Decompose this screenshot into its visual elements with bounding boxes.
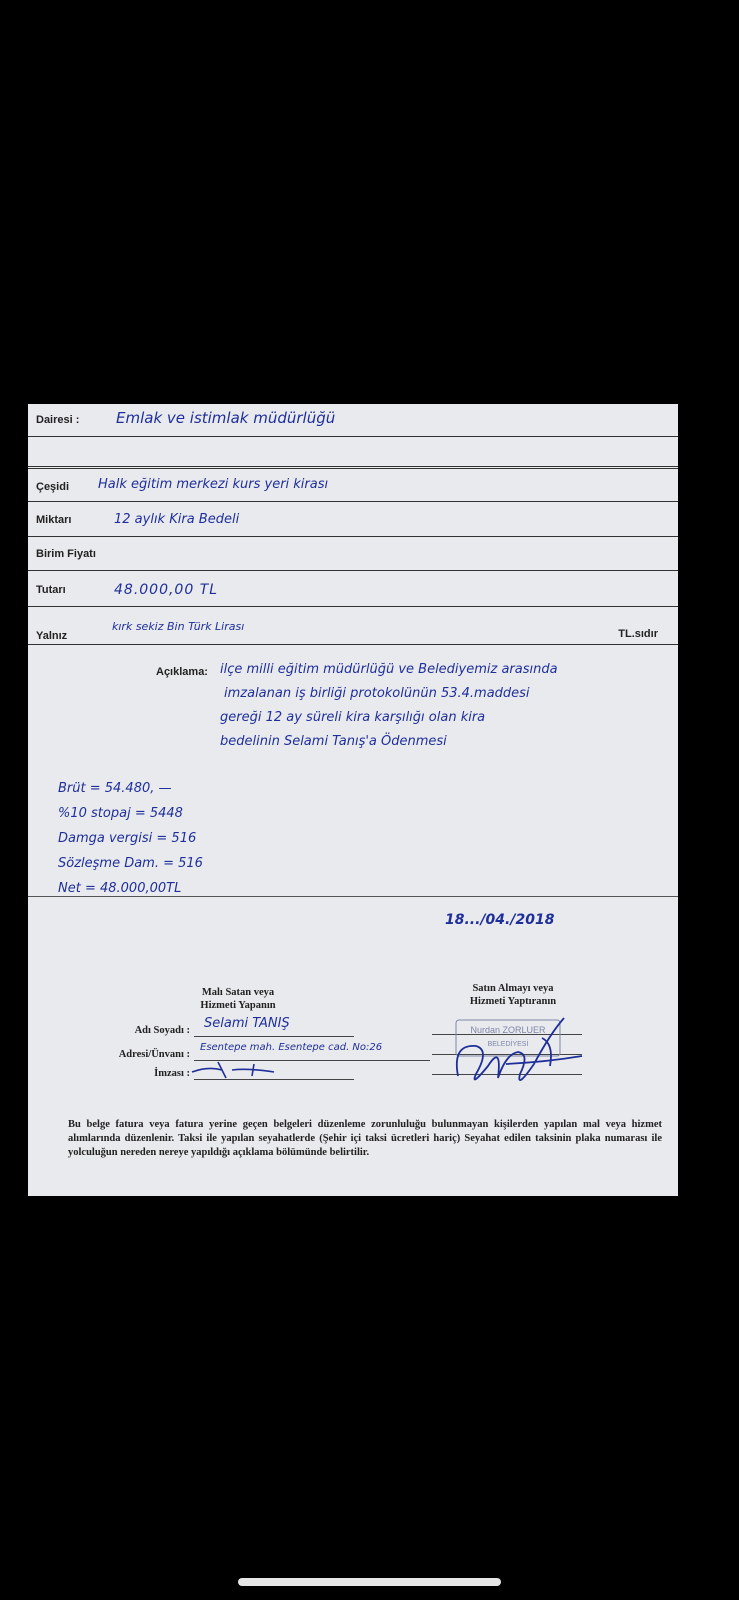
- adi-soyadi-value: Selami TANIŞ: [204, 1016, 290, 1031]
- buyer-signature: [446, 1004, 586, 1094]
- imzasi-label: İmzası :: [154, 1068, 190, 1079]
- yalniz-label: Yalnız: [36, 630, 68, 642]
- seller-signature: [188, 1058, 278, 1082]
- seller-heading: Malı Satan veya Hizmeti Yapanın: [200, 987, 276, 1011]
- cesidi-value: Halk eğitim merkezi kurs yeri kirası: [98, 477, 329, 492]
- miktari-label: Miktarı: [36, 514, 72, 526]
- birim-fiyati-label: Birim Fiyatı: [36, 548, 96, 560]
- legal-footer-text: Bu belge fatura veya fatura yerine geçen belgeleri düzenleme zorunluluğu bulunmayan kişilerden yapılan mal veya hizmet alımlarında düzenlenir. Taksi ile yapılan seyahatlerde (Şehir içi taksi ücretleri hariç) Seyahat edilen taksinin plaka numarası ile yolculuğun nereden nereye yapıldığı açıklama bölümünde belirtilir.: [68, 1119, 662, 1158]
- dairesi-label: Dairesi :: [36, 414, 80, 426]
- calc-line: %10 stopaj = 5448: [58, 806, 183, 821]
- miktari-value: 12 aylık Kira Bedeli: [114, 512, 240, 527]
- calc-line: Sözleşme Dam. = 516: [58, 856, 203, 871]
- adi-soyadi-label: Adı Soyadı :: [134, 1025, 190, 1036]
- stamp-text-2: BELEDİYESİ: [487, 1041, 529, 1048]
- tutari-label: Tutarı: [36, 584, 66, 596]
- aciklama-label: Açıklama:: [156, 666, 208, 678]
- document-page: [28, 404, 678, 1196]
- aciklama-line: bedelinin Selami Tanış'a Ödenmesi: [220, 734, 447, 749]
- calc-line: Net = 48.000,00TL: [58, 881, 182, 896]
- buyer-heading: Satın Almayı veya Hizmeti Yaptıranın: [469, 983, 557, 1007]
- aciklama-line: imzalanan iş birliği protokolünün 53.4.maddesi: [224, 686, 530, 701]
- home-indicator[interactable]: [238, 1578, 501, 1586]
- row-miktari: [28, 502, 678, 537]
- row-blank: [28, 438, 678, 467]
- yalniz-value: kırk sekiz Bin Türk Lirası: [112, 620, 245, 633]
- dairesi-value: Emlak ve istimlak müdürlüğü: [116, 409, 336, 427]
- row-yalniz: [28, 608, 678, 645]
- section-divider: [28, 896, 678, 897]
- aciklama-line: ilçe milli eğitim müdürlüğü ve Belediyemiz arasında: [220, 662, 558, 677]
- calc-line: Damga vergisi = 516: [58, 831, 197, 846]
- row-cesidi: [28, 468, 678, 502]
- cesidi-label: Çeşidi: [36, 481, 70, 493]
- adi-soyadi-line: [194, 1036, 354, 1037]
- row-tutari: [28, 572, 678, 607]
- row-birim-fiyati: [28, 538, 678, 571]
- aciklama-note: [220, 658, 678, 754]
- row-dairesi: [28, 404, 678, 437]
- adres-label: Adresi/Ünvanı :: [118, 1049, 190, 1060]
- document-date: 18.../04./2018: [445, 912, 555, 928]
- calc-line: Brüt = 54.480, —: [58, 781, 172, 796]
- stamp-text-1: Nurdan ZORLUER: [470, 1025, 546, 1035]
- calculation-notes: [58, 776, 203, 901]
- tutari-value: 48.000,00 TL: [114, 582, 219, 598]
- aciklama-line: gereği 12 ay süreli kira karşılığı olan kira: [220, 710, 486, 725]
- adres-value: Esentepe mah. Esentepe cad. No:26: [200, 1042, 383, 1053]
- tl-sidir-label: TL.sıdır: [618, 628, 658, 640]
